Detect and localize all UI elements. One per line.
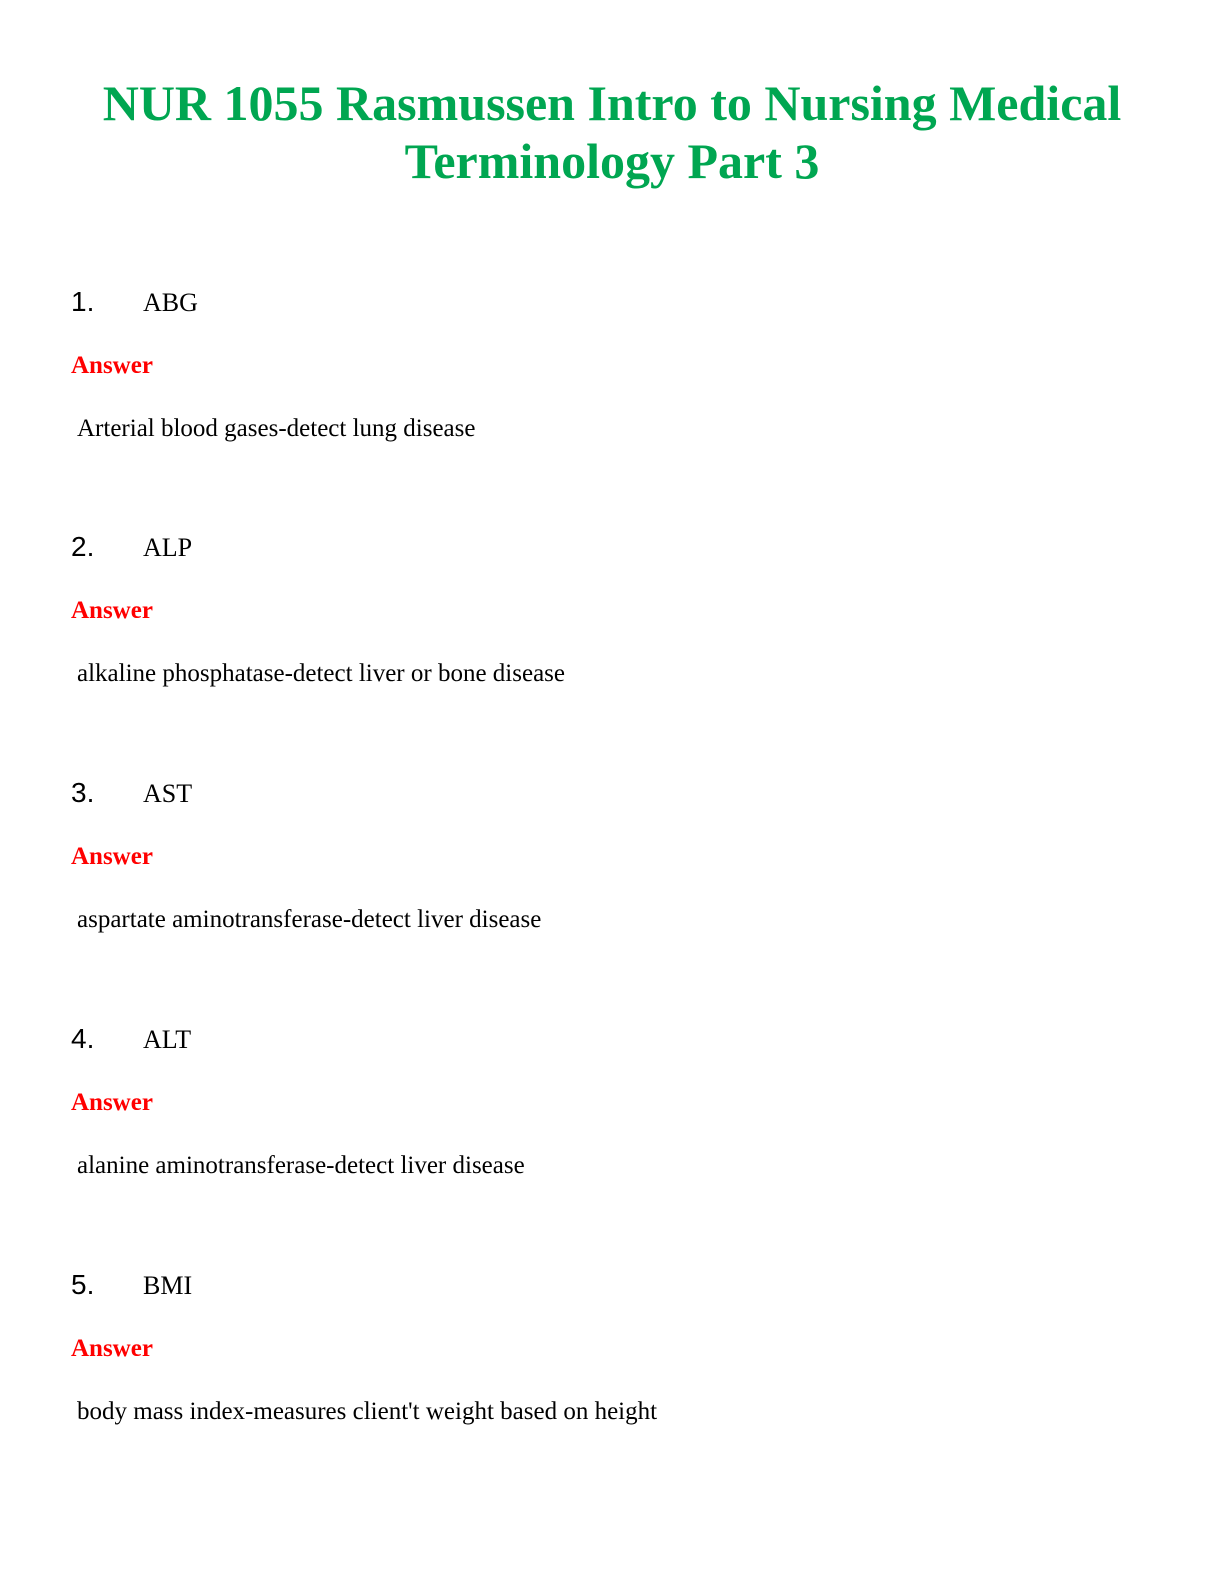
- page-title-line-1: NUR 1055 Rasmussen Intro to Nursing Medical: [102, 75, 1122, 131]
- question-term: ABG: [143, 288, 198, 317]
- question-number: 4.: [71, 1023, 95, 1054]
- answer-text: alanine aminotransferase-detect liver disease: [77, 1152, 525, 1179]
- answer-text: alkaline phosphatase-detect liver or bone disease: [77, 660, 566, 687]
- answer-label: Answer: [71, 352, 153, 379]
- question-number: 5.: [71, 1269, 95, 1300]
- page-title: [60, 74, 1164, 190]
- answer-label: Answer: [71, 1089, 153, 1116]
- question-heading: [0, 1268, 600, 1302]
- question-heading: [0, 1022, 600, 1056]
- page-title-line-2: Terminology Part 3: [404, 133, 820, 189]
- question-term: BMI: [143, 1271, 193, 1300]
- answer-text: aspartate aminotransferase-detect liver disease: [77, 906, 542, 933]
- question-number: 3.: [71, 777, 95, 808]
- question-term: ALT: [143, 1025, 192, 1054]
- question-heading: [0, 285, 600, 319]
- answer-text: body mass index-measures client't weight based on height: [77, 1398, 658, 1425]
- answer-label: Answer: [71, 843, 153, 870]
- question-term: AST: [143, 779, 193, 808]
- question-heading: [0, 776, 600, 810]
- question-number: 2.: [71, 531, 95, 562]
- question-heading: [0, 530, 600, 564]
- answer-label: Answer: [71, 1335, 153, 1362]
- question-number: 1.: [71, 286, 95, 317]
- answer-label: Answer: [71, 597, 153, 624]
- question-term: ALP: [143, 533, 193, 562]
- answer-text: Arterial blood gases-detect lung disease: [77, 415, 476, 442]
